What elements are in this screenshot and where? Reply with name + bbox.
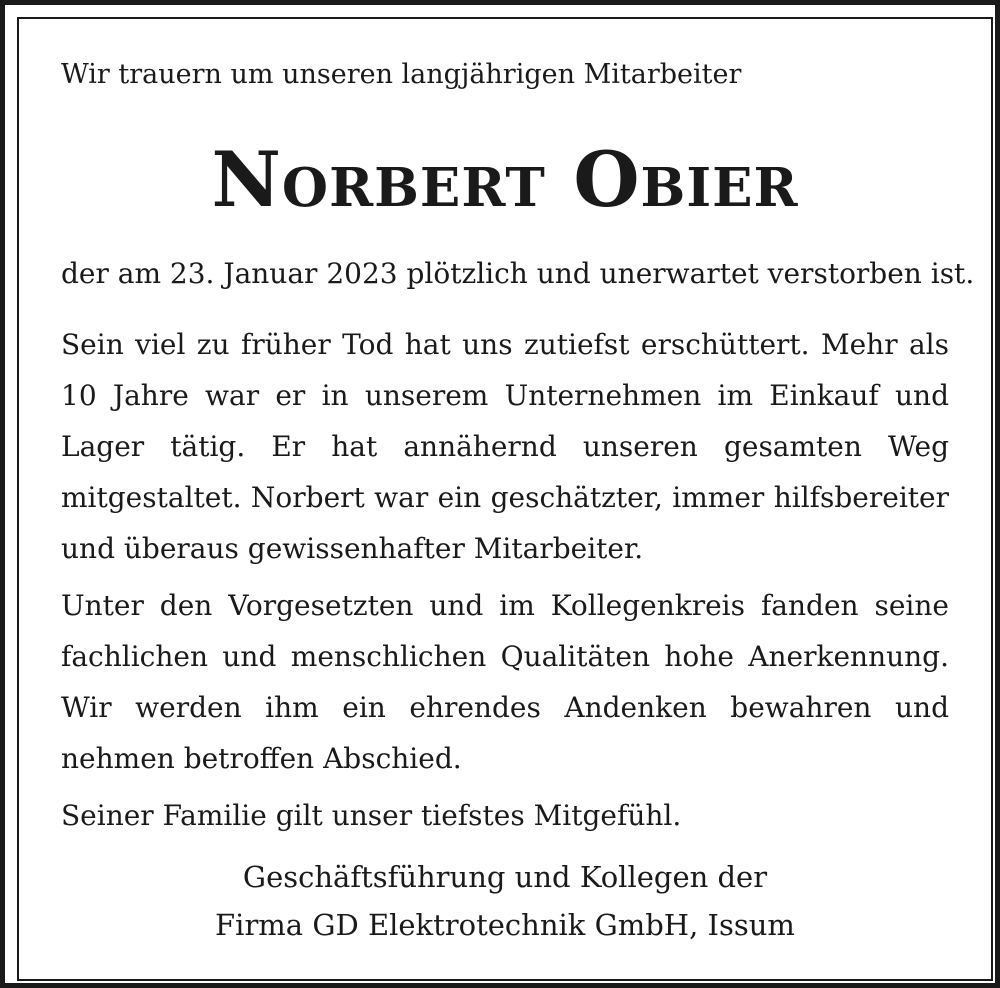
paragraph-tribute: Sein viel zu früher Tod hat uns zutiefst erschüttert. Mehr als 10 Jahre war er in unserem Unternehmen im Einkauf und Lager tätig. Er hat annähernd unseren gesamten Weg mitgestaltet. Norbert war ein geschätzter, immer hilfsbereiter und überaus gewissenhafter Mitarbeiter.: [61, 328, 949, 565]
paragraph-recognition: Unter den Vorgesetzten und im Kollegenkreis fanden seine fachlichen und menschlichen Qualitäten hohe Anerkennung. Wir werden ihm ein ehrendes Andenken bewahren und nehmen betroffen Abschied.: [61, 589, 949, 775]
death-sentence: der am 23. Januar 2023 plötzlich und unerwartet verstorben ist.: [61, 257, 975, 290]
signature-line-company: Firma GD Elektrotechnik GmbH, Issum: [215, 908, 795, 942]
signature-line-management: Geschäftsführung und Kollegen der: [242, 860, 768, 894]
deceased-name: Norbert Obier: [211, 135, 799, 224]
paragraph-condolence: Seiner Familie gilt unser tiefstes Mitgefühl.: [61, 799, 682, 832]
intro-line: Wir trauern um unseren langjährigen Mitarbeiter: [61, 59, 742, 90]
